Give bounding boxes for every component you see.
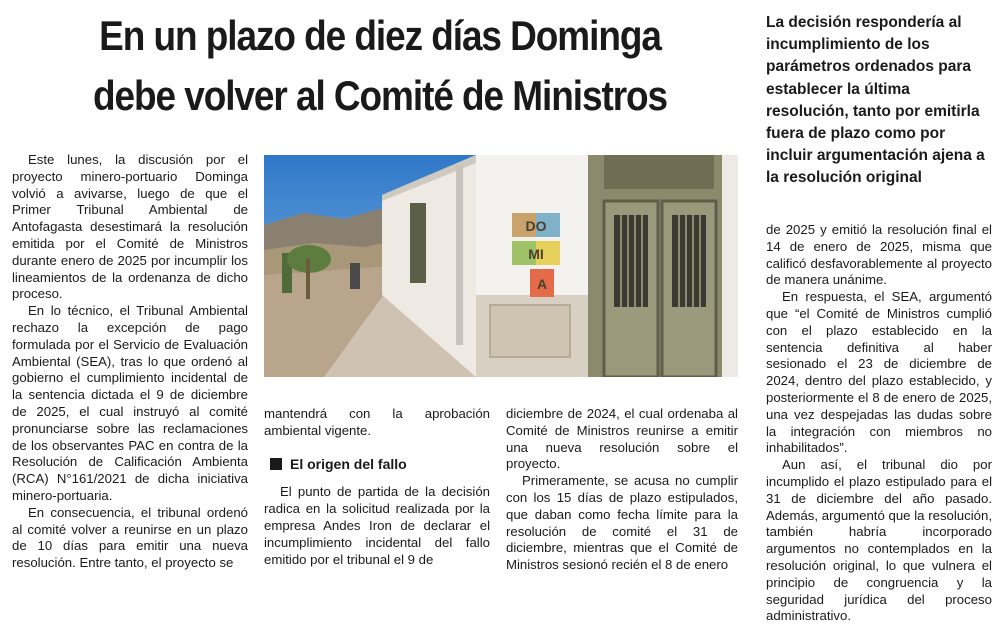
square-bullet-icon: [270, 458, 282, 470]
wall-panel: [490, 305, 570, 357]
column-2: [264, 406, 490, 568]
subhead-text: El origen del fallo: [290, 455, 407, 472]
paragraph-continuation: diciembre de 2024, el cual ordenaba al Comité de Ministros reunirse a emitir una nueva resolución sobre el proyecto.: [506, 406, 738, 472]
paragraph-continued: En consecuencia, el tribunal ordenó al comité volver a reunirse en un plazo de 10 días para emitir una nueva resolución. Entre tanto, el proyecto se: [12, 504, 248, 571]
paragraph-continuation: mantendrá con la aprobación ambiental vigente.: [264, 406, 490, 438]
column-4: [766, 222, 992, 625]
person: [350, 263, 360, 289]
paragraph: En lo técnico, el Tribunal Ambiental rechazo la excepción de pago formulada por el Servicio de Evaluación Ambiental (SEA), tras lo que ordenó al gobierno el cumplimiento incidental de la sentencia dictada el 9 de diciembre de 2025, el cual instruyó al comité pronunciarse sobre las reclamaciones de los observantes PAC en contra de la Resolución de Calificación Ambienta (RCA) N°161/2021 de dicha iniciativa minero-portuaria.: [12, 303, 248, 503]
sign-letters: MI: [528, 246, 544, 262]
paragraph-continued: Primeramente, se acusa no cumplir con los 15 días de plazo estipulados, que daban como fecha límite para la resolución de comité el 31 de diciembre, mientras que el Comité de Ministros sesionó recién el 8 de enero: [506, 473, 738, 573]
paragraph-continuation: de 2025 y emitió la resolución final el 14 de enero de 2025, misma que calificó desfavorablemente al proyecto de manera unánime.: [766, 222, 992, 288]
column-1: [12, 152, 248, 572]
article-photo: [264, 155, 738, 377]
deck: La decisión respondería al incumplimiento de los parámetros ordenados para establecer la última resolución, tanto por emitirla fuera de plazo como por incluir argumentación ajena a la resolución original: [766, 14, 985, 187]
sign-letters: DO: [525, 218, 547, 234]
headline: En un plazo de diez días Dominga debe volver al Comité de Ministros: [92, 12, 668, 119]
paragraph-continued: El punto de partida de la decisión radica en la solicitud realizada por la empresa Andes Iron de declarar el incumplimiento incidental del fallo emitido por el tribunal el 9 de: [264, 484, 490, 567]
sign-letters: A: [536, 276, 548, 292]
paragraph: Aun así, el tribunal dio por incumplido el plazo estipulado para el 31 de diciembre del año pasado. Además, argumentó que la resolución, también habría incorporado argumentos no contemplados en la resolución original, lo que vulnera el principio de congruencia y la seguridad jurídica del proceso administrativo.: [766, 457, 992, 624]
pipe: [456, 165, 463, 345]
paragraph: Este lunes, la discusión por el proyecto minero-portuario Dominga volvió a avivarse, luego de que el Primer Tribunal Ambiental de Antofagasta desestimará la resolución emitida por el Comité de Ministros durante enero de 2025 por incumplir los lineamientos de la ordenanza de dicho proceso.: [12, 152, 248, 302]
section-subhead: [270, 456, 490, 473]
building-photo: [264, 155, 738, 377]
column-3: [506, 406, 738, 574]
paragraph: En respuesta, el SEA, argumentó que “el Comité de Ministros cumplió con el plazo establecido en la sentencia definitiva al haber sesionado el 23 de diciembre de 2024, dentro del plazo establecido, y posteriormente el 8 de enero de 2025, una vez despejadas las dudas sobre la integración con miembros no inhabilitados”.: [766, 289, 992, 456]
side-door: [410, 203, 426, 283]
